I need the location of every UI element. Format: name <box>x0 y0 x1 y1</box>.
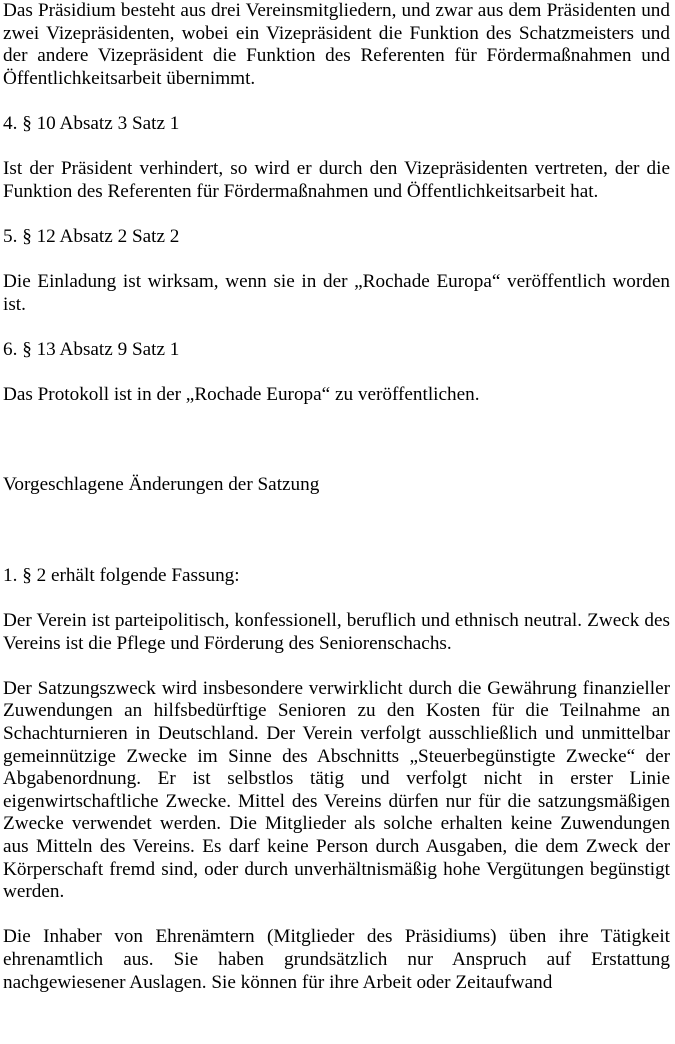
heading-item-6: 6. § 13 Absatz 9 Satz 1 <box>3 338 180 360</box>
paragraph-vereinszweck: Der Verein ist parteipolitisch, konfessionell, beruflich und ethnisch neutral. Zweck des Vereins ist die Pflege und Förderung des Seniorenschachs. <box>3 610 670 654</box>
heading-item-5: 5. § 12 Absatz 2 Satz 2 <box>3 225 180 247</box>
section-title: Vorgeschlagene Änderungen der Satzung <box>3 474 320 496</box>
heading-item-4: 4. § 10 Absatz 3 Satz 1 <box>3 112 180 134</box>
document-body <box>3 0 670 994</box>
heading-item-1: 1. § 2 erhält folgende Fassung: <box>3 564 240 586</box>
paragraph-ehrenaemter: Die Inhaber von Ehrenämtern (Mitglieder des Präsidiums) üben ihre Tätigkeit ehrenamtlich aus. Sie haben grundsätzlich nur Anspruch auf Erstattung nachgewiesener Auslagen. Sie können für ihre Arbeit oder Zeitaufwand <box>3 926 670 993</box>
paragraph-vertretung: Ist der Präsident verhindert, so wird er durch den Vizepräsidenten vertreten, der die Funktion des Referenten für Fördermaßnahmen und Öffentlichkeitsarbeit hat. <box>3 158 670 202</box>
paragraph-einladung: Die Einladung ist wirksam, wenn sie in der „Rochade Europa“ veröffentlich worden ist. <box>3 271 670 315</box>
paragraph-satzungszweck: Der Satzungszweck wird insbesondere verwirklicht durch die Gewährung finanzieller Zuwendungen an hilfsbedürftige Senioren zu den Kosten für die Teilnahme an Schachturnieren in Deutschland. Der Verein verfolgt ausschließlich und unmittelbar gemeinnützige Zwecke im Sinne des Abschnitts „Steuerbegünstigte Zwecke“ der Abgabenordnung. Er ist selbstlos tätig und verfolgt nicht in erster Linie eigenwirtschaftliche Zwecke. Mittel des Vereins dürfen nur für die satzungsmäßigen Zwecke verwendet werden. Die Mitglieder als solche erhalten keine Zuwendungen aus Mitteln des Vereins. Es darf keine Person durch Ausgaben, die dem Zweck der Körperschaft fremd sind, oder durch unverhältnismäßig hohe Vergütungen begünstigt werden. <box>3 677 670 903</box>
paragraph-praesidium: Das Präsidium besteht aus drei Vereinsmitgliedern, und zwar aus dem Präsidenten und zwei Vizepräsidenten, wobei ein Vizepräsident die Funktion des Schatzmeisters und der andere Vizepräsident die Funktion des Referenten für Fördermaßnahmen und Öffentlichkeitsarbeit übernimmt. <box>3 0 670 89</box>
paragraph-protokoll: Das Protokoll ist in der „Rochade Europa“ zu veröffentlichen. <box>3 384 480 406</box>
